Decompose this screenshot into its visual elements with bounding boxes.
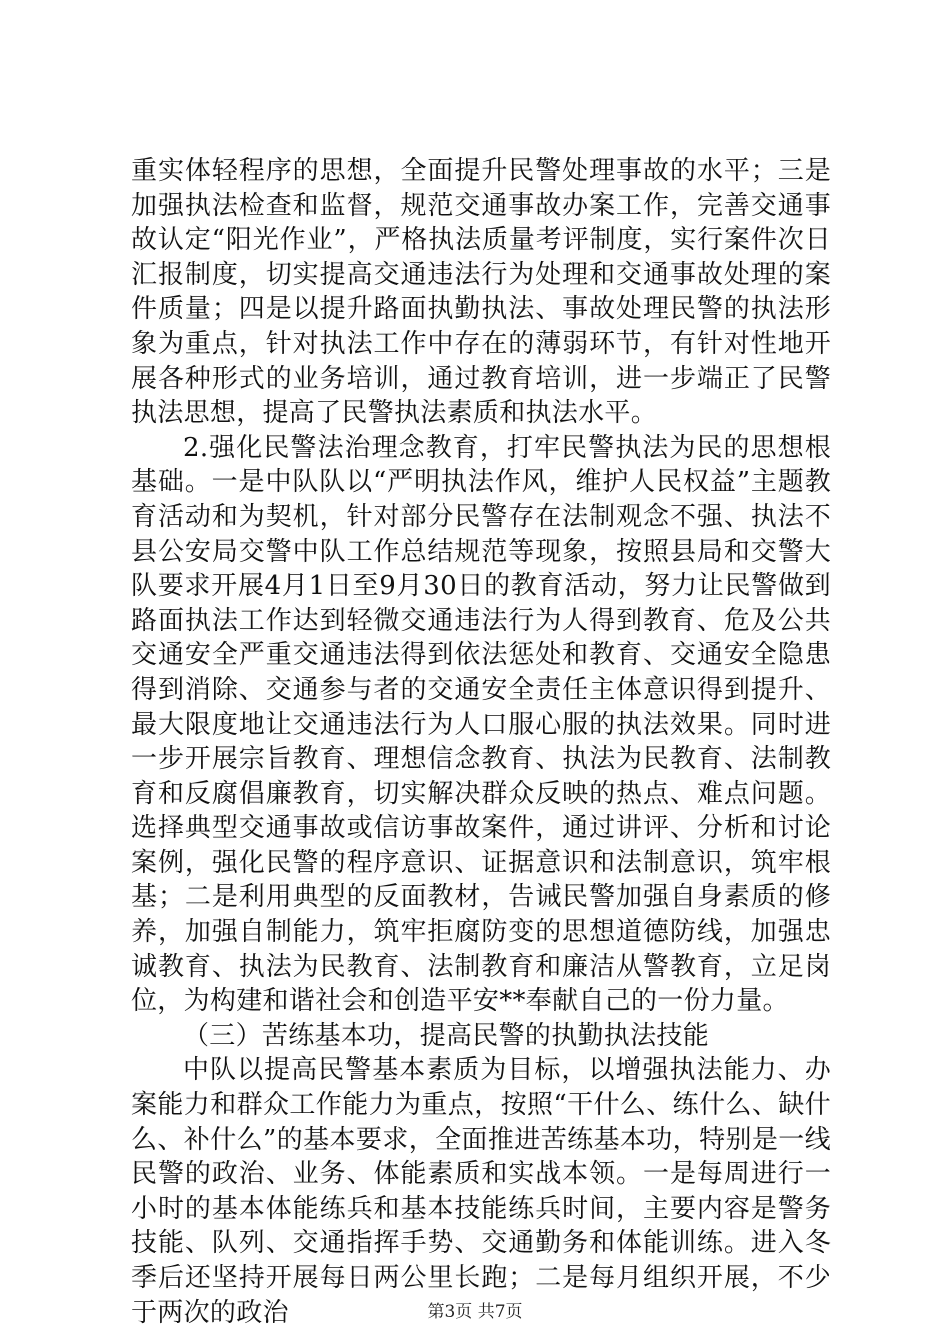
section-heading: （三）苦练基本功，提高民警的执勤执法技能 — [183, 1020, 710, 1051]
body-text — [131, 154, 831, 1330]
paragraph-2: 2.强化民警法治理念教育，打牢民警执法为民的思想根基础。一是中队队以“严明执法作风，维护人民权益”主题教育活动和为契机，针对部分民警存在法制观念不强、执法不县公安局交警中队工作总结规范等现象，按照县局和交警大队要求开展4月1日至9月30日的教育活动，努力让民警做到路面执法工作达到轻微交通违法行为人得到教育、危及公共交通安全严重交通违法得到依法惩处和教育、交通安全隐患得到消除、交通参与者的交通安全责任主体意识得到提升、最大限度地让交通违法行为人口服心服的执法效果。同时进一步开展宗旨教育、理想信念教育、执法为民教育、法制教育和反腐倡廉教育，切实解决群众反映的热点、难点问题。选择典型交通事故或信访事故案件，通过讲评、分析和讨论案例，强化民警的程序意识、证据意识和法制意识，筑牢根基；二是利用典型的反面教材，告诫民警加强自身素质的修养，加强自制能力，筑牢拒腐防变的思想道德防线，加强忠诚教育、执法为民教育、法制教育和廉洁从警教育，立足岗位，为构建和谐社会和创造平安**奉献自己的一份力量。 — [131, 432, 831, 1017]
page-number-footer: 第3页 共7页 — [427, 1302, 523, 1322]
paragraph-1: 重实体轻程序的思想，全面提升民警处理事故的水平；三是加强执法检查和监督，规范交通事故办案工作，完善交通事故认定“阳光作业”，严格执法质量考评制度，实行案件次日汇报制度，切实提高交通违法行为处理和交通事故处理的案件质量；四是以提升路面执勤执法、事故处理民警的执法形象为重点，针对执法工作中存在的薄弱环节，有针对性地开展各种形式的业务培训，通过教育培训，进一步端正了民警执法思想，提高了民警执法素质和执法水平。 — [131, 156, 831, 429]
paragraph-4: 中队以提高民警基本素质为目标，以增强执法能力、办案能力和群众工作能力为重点，按照“干什么、练什么、缺什么、补什么”的基本要求，全面推进苦练基本功，特别是一线民警的政治、业务、体能素质和实战本领。一是每周进行一小时的基本体能练兵和基本技能练兵时间，主要内容是警务技能、队列、交通指挥手势、交通勤务和体能训练。进入冬季后还坚持开展每日两公里长跑；二是每月组织开展，不少于两次的政治 — [131, 1055, 831, 1328]
